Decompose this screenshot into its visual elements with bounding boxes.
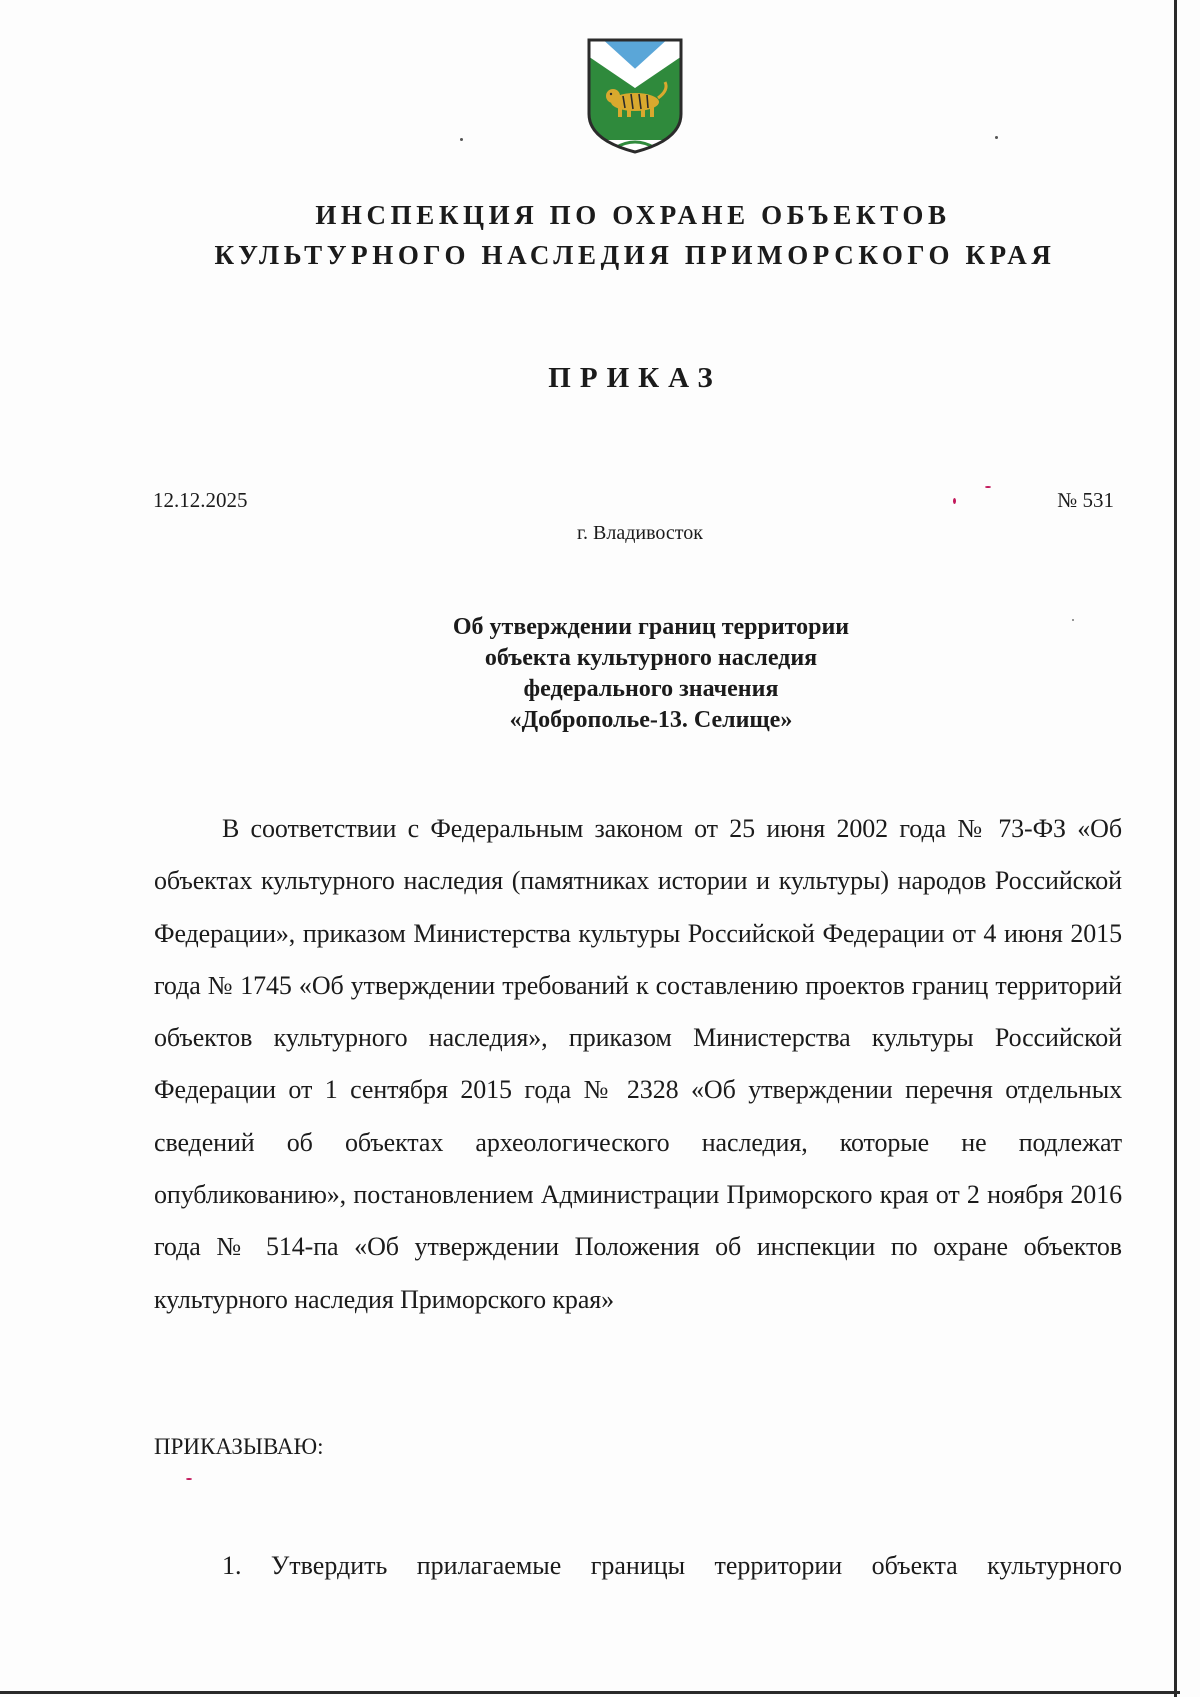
subject-line: «Доброполье-13. Селище»: [509, 707, 793, 733]
subject-line: Об утверждении границ территории: [452, 614, 850, 640]
scan-speck: [995, 136, 998, 139]
scan-speck: [985, 486, 991, 488]
decree-word: ПРИКАЗЫВАЮ:: [154, 1434, 324, 1459]
coat-of-arms-icon: [585, 36, 685, 156]
subject-line: объекта культурного наследия: [484, 645, 818, 671]
document-city: г. Владивосток: [577, 522, 703, 544]
organization-name-line2: КУЛЬТУРНОГО НАСЛЕДИЯ ПРИМОРСКОГО КРАЯ: [214, 240, 1056, 270]
scan-speck: [953, 498, 956, 504]
page-edge-bottom: [0, 1691, 1180, 1694]
scan-speck: [1072, 619, 1074, 621]
organization-name-line1: ИНСПЕКЦИЯ ПО ОХРАНЕ ОБЪЕКТОВ: [315, 200, 951, 230]
document-number: № 531: [1057, 488, 1114, 512]
subject-line: федерального значения: [523, 676, 779, 702]
document-type-title: ПРИКАЗ: [548, 362, 722, 394]
document-date: 12.12.2025: [153, 488, 248, 512]
preamble-paragraph: В соответствии с Федеральным законом от 25 июня 2002 года № 73-ФЗ «Об объектах культурного наследия (памятниках истории и культуры) народов Российской Федерации», приказом Министерства культуры Российской Федерации от 4 июня 2015 года № 1745 «Об утверждении требований к составлению проектов границ территорий объектов культурного наследия», приказом Министерства культуры Российской Федерации от 1 сентября 2015 года № 2328 «Об утверждении перечня отдельных сведений об объектах археологического наследия, которые не подлежат опубликованию», постановлением Администрации Приморского края от 2 ноября 2016 года № 514-па «Об утверждении Положения об инспекции по охране объектов культурного наследия Приморского края»: [154, 814, 1122, 1314]
scan-speck: [460, 138, 463, 141]
order-item-1: 1. Утвердить прилагаемые границы территории объекта культурного: [222, 1551, 1122, 1580]
document-subject: [0, 612, 1200, 736]
scan-speck: [186, 1478, 192, 1480]
